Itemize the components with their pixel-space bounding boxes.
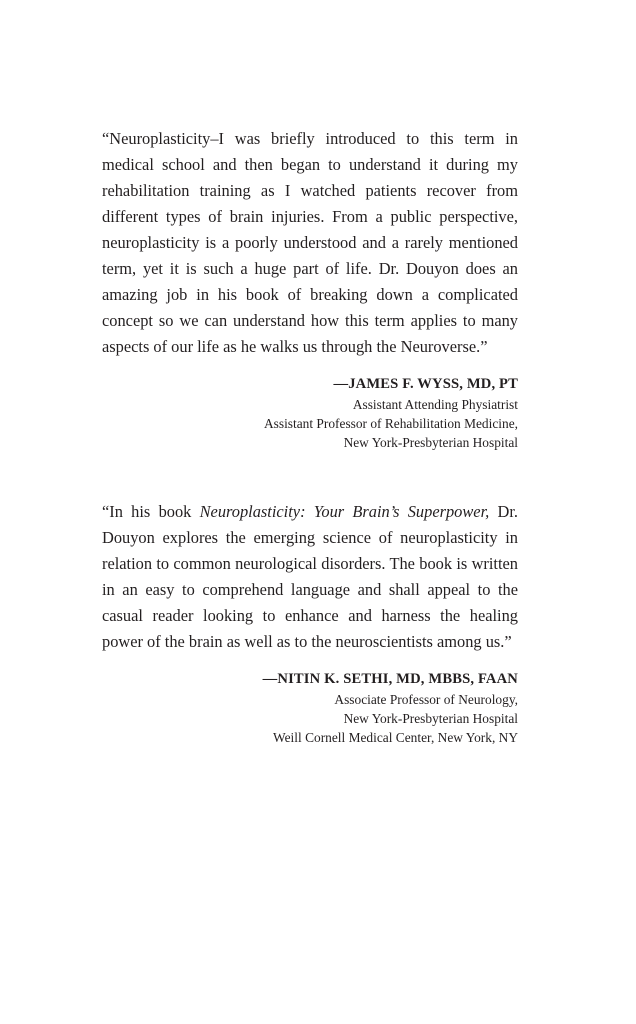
endorsement-block (102, 499, 518, 748)
attribution-line: Assistant Attending Physiatrist (352, 397, 518, 412)
endorsement-quote (102, 126, 518, 360)
praise-page-content (102, 126, 518, 747)
attribution-line: Assistant Professor of Rehabilitation Medicine, (263, 416, 518, 432)
endorsement-block (102, 126, 518, 453)
quote-book-title: Neuroplasticity: Your Brain’s Superpower, (199, 501, 490, 521)
quote-text-part1: “Neuroplasticity–I was briefly introduced to this term in medical school and then began to understand it during my rehabilitation training as I watched patients recover from different types of brain injuries. From a public perspective, neuroplasticity is a poorly understood and a rarely mentioned term, yet it is such a huge part of life. Dr. Douyon does an amazing job in his book of breaking down a complicated concept so we can understand how this term applies to many aspects of our life as he walks us through the Neuroverse.” (102, 129, 518, 356)
attribution-name: —NITIN K. SETHI, MD, MBBS, FAAN (262, 670, 518, 687)
endorsement-attribution (102, 374, 518, 453)
attribution-line: New York-Presbyterian Hospital (343, 710, 518, 726)
attribution-line: New York-Presbyterian Hospital (343, 435, 518, 451)
quote-text-part2: Dr. Douyon explores the emerging science of neuroplasticity in relation to common neurological disorders. The book is written in an easy to comprehend language and shall appeal to the casual reader looking to enhance and harness the healing power of the brain as well as to the neuroscientists among us.” (102, 501, 518, 651)
endorsement-quote (102, 499, 518, 655)
attribution-line: Weill Cornell Medical Center, New York, NY (273, 730, 518, 746)
attribution-name: —JAMES F. WYSS, MD, PT (333, 376, 518, 392)
attribution-line: Associate Professor of Neurology, (334, 691, 518, 707)
quote-text-part1: “In his book (102, 501, 200, 521)
endorsement-attribution (102, 669, 518, 748)
